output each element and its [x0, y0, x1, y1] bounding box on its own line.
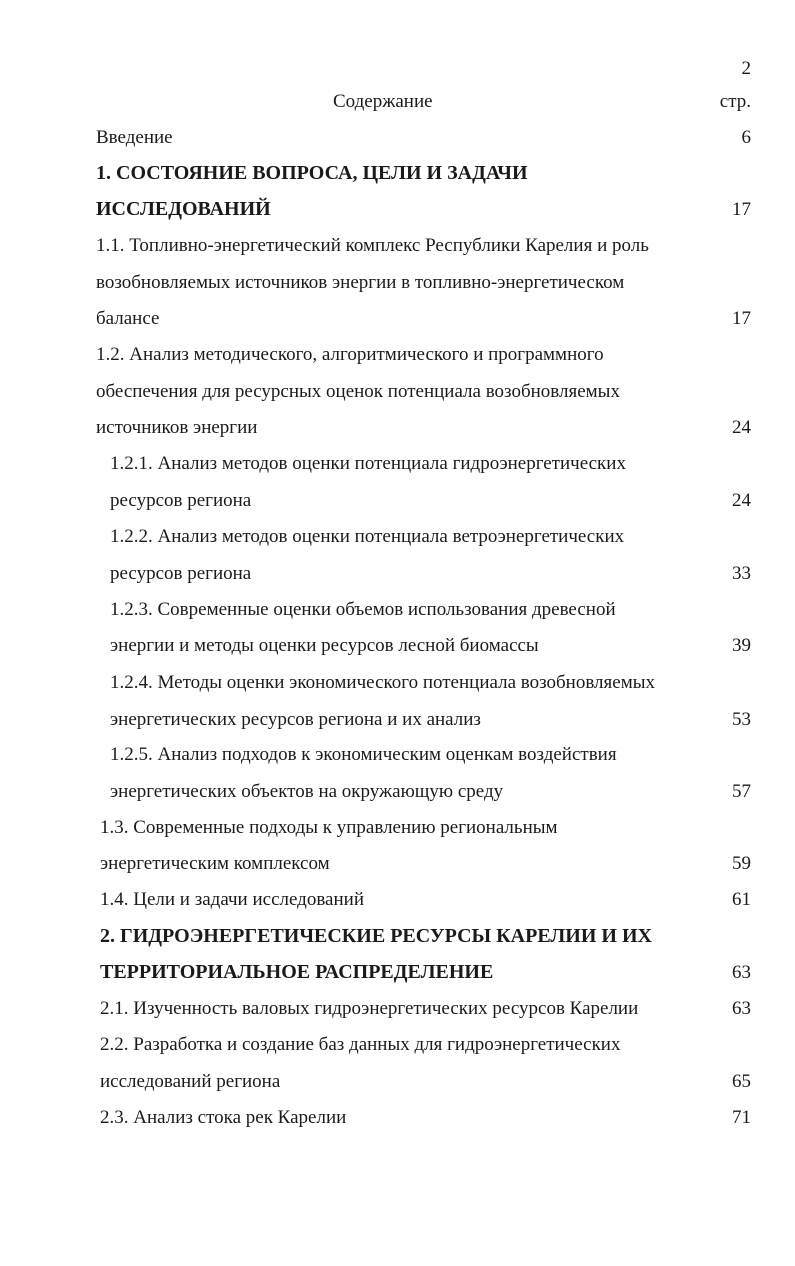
toc-line: балансе: [96, 308, 160, 329]
toc-page-number: 17: [732, 308, 751, 329]
toc-line: ресурсов региона: [110, 490, 252, 511]
toc-line: ресурсов региона: [110, 563, 252, 584]
toc-line: энергии и методы оценки ресурсов лесной биомассы: [110, 635, 539, 656]
page-title: Содержание: [333, 91, 433, 112]
toc-line: 1.1. Топливно-энергетический комплекс Республики Карелия и роль: [96, 235, 649, 256]
toc-page-number: 39: [732, 635, 751, 656]
toc-page-number: 63: [732, 962, 751, 983]
toc-page-number: 65: [732, 1071, 751, 1092]
toc-page-number: 24: [732, 490, 751, 511]
toc-line: источников энергии: [96, 417, 258, 438]
toc-page-number: 24: [732, 417, 751, 438]
toc-line: энергетическим комплексом: [100, 853, 330, 874]
toc-line: 1.3. Современные подходы к управлению региональным: [100, 817, 558, 838]
toc-line: 2.1. Изученность валовых гидроэнергетических ресурсов Карелии: [100, 998, 639, 1019]
pages-column-label: стр.: [719, 91, 751, 112]
toc-page-number: 59: [732, 853, 751, 874]
toc-page-number: 61: [732, 889, 751, 910]
toc-line: 2.3. Анализ стока рек Карелии: [100, 1107, 347, 1128]
toc-line: 1.2.2. Анализ методов оценки потенциала ветроэнергетических: [110, 526, 625, 547]
page-number: 2: [741, 58, 751, 79]
toc-line: 1.2.5. Анализ подходов к экономическим оценкам воздействия: [110, 744, 617, 765]
toc-page-number: 53: [732, 709, 751, 730]
toc-line: возобновляемых источников энергии в топливно-энергетическом: [96, 272, 625, 293]
toc-chapter-heading-line: 2. ГИДРОЭНЕРГЕТИЧЕСКИЕ РЕСУРСЫ КАРЕЛИИ И ИХ: [100, 925, 652, 947]
toc-line: исследований региона: [100, 1071, 281, 1092]
toc-line: обеспечения для ресурсных оценок потенциала возобновляемых: [96, 381, 620, 402]
toc-chapter-heading-line: ИССЛЕДОВАНИЙ: [96, 198, 271, 220]
toc-chapter-heading-line: ТЕРРИТОРИАЛЬНОЕ РАСПРЕДЕЛЕНИЕ: [100, 961, 494, 983]
toc-line: энергетических объектов на окружающую среду: [110, 781, 504, 802]
toc-line: 1.2. Анализ методического, алгоритмического и программного: [96, 344, 604, 365]
toc-page-number: 57: [732, 781, 751, 802]
toc-line: 1.2.1. Анализ методов оценки потенциала гидроэнергетических: [110, 453, 626, 474]
toc-page-number: 17: [732, 199, 751, 220]
toc-page-number: 6: [741, 127, 751, 148]
toc-line: энергетических ресурсов региона и их анализ: [110, 709, 481, 730]
toc-page-number: 63: [732, 998, 751, 1019]
toc-line: 1.2.3. Современные оценки объемов использования древесной: [110, 599, 616, 620]
toc-chapter-heading-line: 1. СОСТОЯНИЕ ВОПРОСА, ЦЕЛИ И ЗАДАЧИ: [96, 162, 528, 184]
toc-page-number: 71: [732, 1107, 751, 1128]
toc-line: Введение: [96, 127, 173, 148]
toc-page-number: 33: [732, 563, 751, 584]
toc-line: 1.4. Цели и задачи исследований: [100, 889, 364, 910]
toc-line: 2.2. Разработка и создание баз данных для гидроэнергетических: [100, 1034, 621, 1055]
toc-line: 1.2.4. Методы оценки экономического потенциала возобновляемых: [110, 672, 655, 693]
